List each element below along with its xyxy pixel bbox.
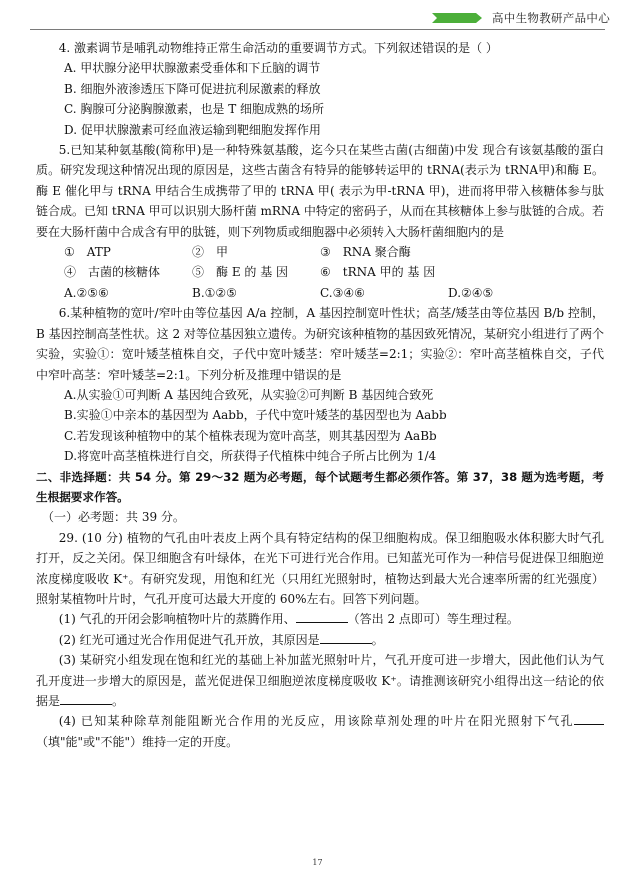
q5-item-1: ① ATP xyxy=(64,245,111,260)
q29-stem: 29. (10 分) 植物的气孔由叶表皮上两个具有特定结构的保卫细胞构成。保卫细胞吸水体积膨大时气孔打开，反之关闭。保卫细胞含有叶绿体，在光下可进行光合作用。已知蓝光可作为一种信号促进保卫细胞逆浓度梯度吸收 K⁺。有研究发现，用饱和红光（只用红光照射时，植物达到最大光合速率所需的红光强度）照射某植物叶片时，气孔开度可达最大开度的 60%左右。回答下列问题。 xyxy=(36,530,604,606)
q5-item-5: ⑤ 酶 E 的 基 因 xyxy=(192,265,289,280)
q29-sub4-text: (4) 已知某种除草剂能阻断光合作用的光反应，用该除草剂处理的叶片在阳光照射下气孔 xyxy=(58,714,574,729)
q29-sub1-text: (1) 气孔的开闭会影响植物叶片的蒸腾作用、 xyxy=(58,612,296,627)
section2-sub: （一）必考题：共 39 分。 xyxy=(42,510,185,525)
page-header xyxy=(0,0,635,34)
q4-option-a: A. 甲状腺分泌甲状腺激素受垂体和下丘脑的调节 xyxy=(64,61,321,76)
q6-stem: 6.某种植物的宽叶/窄叶由等位基因 A/a 控制，A 基因控制宽叶性状；高茎/矮茎由等位基因 B/b 控制，B 基因控制高茎性状。这 2 对等位基因独立遗传。为研究该种植物的基因致死情况，某研究小组进行了两个实验，实验①：宽叶矮茎植株自交，子代中宽叶矮茎：窄叶矮茎=2:1；实验②：窄叶高茎植株自交，子代中窄叶高茎：窄叶矮茎=2:1。下列分析及推理中错误的是 xyxy=(36,306,604,382)
page-number: 17 xyxy=(312,858,323,867)
q5-item-4: ④ 古菌的核糖体 xyxy=(64,265,161,280)
q29-sub1 xyxy=(36,609,604,629)
q29-sub2-text: (2) 红光可通过光合作用促进气孔开放，其原因是 xyxy=(58,632,320,647)
q5-items-row2 xyxy=(36,262,604,282)
section2-title: 二、非选择题：共 54 分。第 29～32 题为必考题，每个试题考生都必须作答。第 37，38 题为选考题，考生根据要求作答。 xyxy=(36,469,604,504)
q29-sub3-blank xyxy=(60,692,112,705)
q29-sub4 xyxy=(36,711,604,752)
q6-option-d: D.将宽叶高茎植株进行自交，所获得子代植株中纯合子所占比例为 1/4 xyxy=(64,449,437,464)
q29-sub1-tail: （答出 2 点即可）等生理过程。 xyxy=(347,612,519,627)
q29-sub2-tail: 。 xyxy=(371,632,384,647)
q5-option-c: C.③④⑥ xyxy=(320,285,365,300)
q5-items-row1 xyxy=(36,242,604,262)
q5-stem: 5.已知某种氨基酸(简称甲)是一种特殊氨基酸，迄今只在某些古菌(古细菌)中发 现合有该氨基酸的蛋白质。研究发现这种情况出现的原因是，这些古菌含有特异的能够转运甲的 tRNA(表示为 tRNA甲)和酶 E。 酶 E 催化甲与 tRNA 甲结合生成携带了甲的 tRNA 甲( 表示为甲-tRNA 甲)，进而将甲带入核糖体参与肽链合成。已知 tRNA 甲可以识别大肠杆菌 mRNA 中特定的密码子，从而在其核糖体上参与肽链的合成。若要在大肠杆菌中合成含有甲的肽链，则下列物质或细胞器中必须转入大肠杆菌细胞内的是 xyxy=(36,143,604,239)
q5-option-d: D.②④⑤ xyxy=(448,285,494,300)
q6-option-a: A.从实验①可判断 A 基因纯合致死，从实验②可判断 B 基因纯合致死 xyxy=(64,387,434,402)
q29-sub4-tail: （填"能"或"不能"）维持一定的开度。 xyxy=(36,734,239,749)
q5-item-2: ② 甲 xyxy=(192,245,229,260)
q29-sub4-blank xyxy=(574,712,604,725)
q6-option-c: C.若发现该种植物中的某个植株表现为宽叶高茎，则其基因型为 AaBb xyxy=(64,428,437,443)
q29-sub3 xyxy=(36,650,604,711)
q29-sub2-blank xyxy=(320,631,372,644)
q4-option-c: C. 胸腺可分泌胸腺激素，也是 T 细胞成熟的场所 xyxy=(64,102,325,117)
q29-sub3-text: (3) 某研究小组发现在饱和红光的基础上补加蓝光照射叶片，气孔开度可进一步增大，因此他们认为气孔开度进一步增大的原因是，蓝光促进保卫细胞逆浓度梯度吸收 K⁺。请推测该研究小组得出这一结论的依据是 xyxy=(36,653,604,708)
header-divider xyxy=(30,29,605,30)
q29-sub1-blank xyxy=(296,610,348,623)
q6-option-b: B.实验①中亲本的基因型为 Aabb，子代中宽叶矮茎的基因型也为 Aabb xyxy=(64,408,447,423)
document-body xyxy=(36,38,604,752)
q5-item-6: ⑥ tRNA 甲的 基 因 xyxy=(320,265,436,280)
q5-options xyxy=(36,283,604,303)
q29-sub2 xyxy=(36,630,604,650)
q5-option-a: A.②⑤⑥ xyxy=(64,285,109,300)
q4-option-b: B. 细胞外液渗透压下降可促进抗利尿激素的释放 xyxy=(64,81,321,96)
q5-option-b: B.①②⑤ xyxy=(192,285,237,300)
q4-stem: 4. 激素调节是哺乳动物维持正常生命活动的重要调节方式。下列叙述错误的是（ ） xyxy=(58,41,498,55)
q29-sub3-tail: 。 xyxy=(112,694,125,708)
q5-item-3: ③ RNA 聚合酶 xyxy=(320,245,411,260)
q4-option-d: D. 促甲状腺激素可经血液运输到靶细胞发挥作用 xyxy=(64,122,321,137)
header-title: 高中生物教研产品中心 xyxy=(492,11,610,25)
green-arrow-icon xyxy=(432,13,482,23)
